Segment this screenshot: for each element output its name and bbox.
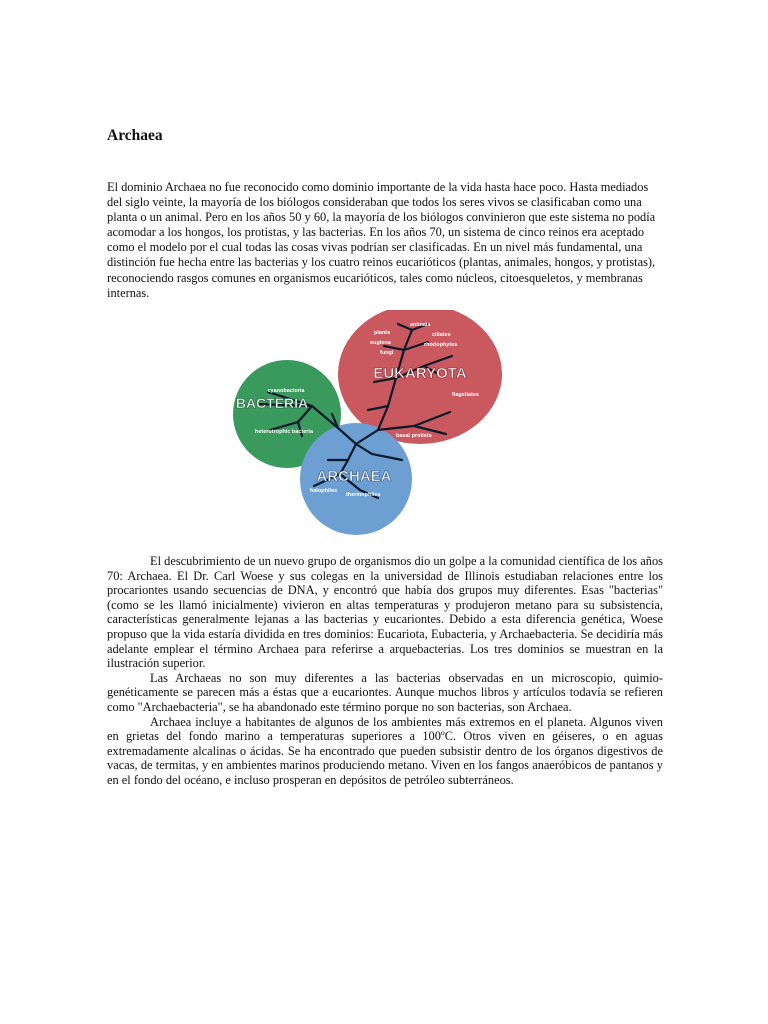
tree-of-life-figure — [228, 310, 508, 538]
eukaryota-label-fungi: fungi — [380, 350, 394, 356]
eukaryota-label-animals: animals — [410, 322, 431, 328]
paragraph-discovery: El descubrimiento de un nuevo grupo de organismos dio un golpe a la comunidad científica de los años 70: Archaea. El Dr. Carl Woese y sus colegas en la universidad de Illinois estudiaban relaciones entre los procariontes usando secuencias de DNA, y encontró que había dos grupos muy diferentes. Esas "bacterias" (como se les llamó inicialmente) vivieron en altas temperaturas y produjeron metano para su subsistencia, características generalmente lejanas a las bacterias y eucariontes. Debido a esta diferencia genética, Woese propuso que la vida estaría dividida en tres dominios: Eucariota, Eubacteria, y Archaebacteria. Se decidiría más adelante emplear el término Archaea para referirse a arquebacterias. Los tres dominios se muestran en la ilustración superior. — [107, 554, 663, 671]
eukaryota-label-euglena: euglena — [370, 340, 391, 346]
bacteria-label-heterotrophic — [255, 429, 314, 435]
eukaryota-label-flagellates: flagellates — [452, 392, 479, 398]
archaea-label-thermophiles: thermophiles — [346, 492, 381, 498]
archaea-title: ARCHAEA — [316, 468, 392, 485]
eukaryota-label-ciliates: ciliates — [432, 332, 451, 338]
eukaryota-label-plants: plants — [374, 330, 391, 336]
intro-paragraph: El dominio Archaea no fue reconocido como dominio importante de la vida hasta hace poco. Hasta mediados del siglo veinte, la mayoría de los biólogos consideraban que todos los seres vivos se clasificaban como una planta o un animal. Pero en los años 50 y 60, la mayoría de los biólogos convinieron que este sistema no podía acomodar a los hongos, los protistas, y las bacterias. En los años 70, un sistema de cinco reinos era aceptado como el modelo por el cual todas las cosas vivas podrían ser clasificadas. En un nivel más fundamental, una distinción fue hecha entre las bacterias y los cuatro reinos eucarióticos (plantas, animales, hongos, y protistas), reconociendo rasgos comunes en organismos eucarióticos, tales como núcleos, citoesqueletos, y membranas internas. — [107, 180, 656, 300]
eukaryota-label-basal-protists: basal protists — [396, 433, 432, 439]
bacteria-label-cyanobacteria: cyanobacteria — [267, 388, 305, 394]
archaea-label-halophiles: halophiles — [310, 488, 338, 494]
eukaryota-title: EUKARYOTA — [373, 365, 467, 382]
document-title: Archaea — [107, 127, 163, 144]
bacteria-title: BACTERIA — [235, 395, 309, 411]
paragraph-habitats: Archaea incluye a habitantes de algunos de los ambientes más extremos en el planeta. Algunos viven en grietas del fondo marino a temperaturas superiores a 100ºC. Otros viven en géiseres, o en aguas extremadamente alcalinas o ácidas. Se ha encontrado que pueden subsistir dentro de los órganos digestivos de vacas, de termitas, y en ambientes marinos produciendo metano. Viven en los fangos anaeróbicos de pantanos y en el fondo del océano, e incluso prosperan en depósitos de petróleo subterráneos. — [107, 714, 663, 787]
eukaryota-label-rhodophytes: rhodophytes — [424, 342, 458, 348]
body-section — [107, 554, 663, 788]
bacteria-label-heterotrophic-text: heterotrophic bacteria — [254, 429, 314, 435]
paragraph-comparison: Las Archaeas no son muy diferentes a las bacterias observadas en un microscopio, quimio-genéticamente se parecen más a éstas que a eucariontes. Aunque muchos libros y artículos todavía se refieren como "Archaebacteria", se ha abandonado este término porque no son bacterias, son Archaea. — [107, 670, 663, 714]
